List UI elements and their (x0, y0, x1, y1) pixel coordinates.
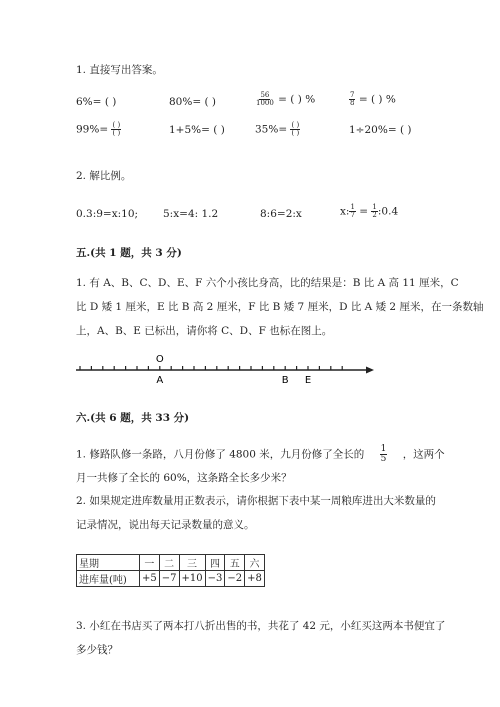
q1-item-6: 1+5%= ( ) (169, 124, 225, 136)
grain-table (76, 554, 265, 587)
q2-title: 2. 解比例。 (76, 170, 132, 182)
q1-item-2: 80%= ( ) (169, 96, 217, 108)
fraction: $\frac{1}{2}$ (372, 203, 377, 219)
fraction: $\frac{1}{5}$ (380, 444, 387, 464)
sec5-line-2: 比 D 矮 1 厘米，E 比 B 高 2 厘米，F 比 B 矮 7 厘米，D 比 A 矮 2 厘米，在一条数轴 (76, 301, 484, 313)
section-5-heading: 五.(共 1 题，共 3 分) (76, 247, 182, 259)
table-day: 五 (225, 555, 245, 571)
number-line (70, 350, 380, 388)
q2-item-4: x: $\frac{1}{7}$ = $\frac{1}{2}$ :0.4 (340, 203, 399, 219)
q1-item-3: $\frac{56}{1000}$ = ( ) % (256, 91, 316, 107)
q1-item-8: 1÷20%= ( ) (349, 124, 412, 136)
q1-item-1: 6%= ( ) (76, 96, 117, 108)
table-day: 六 (245, 555, 265, 571)
q2-item-3: 8:6=2:x (260, 208, 302, 220)
table-header-label: 星期 (77, 555, 140, 571)
sec6-q3-line-1: 3. 小红在书店买了两本打八折出售的书，共花了 42 元，小红买这两本书便宜了 (76, 620, 446, 632)
table-header-row (77, 555, 265, 571)
origin-label: O (155, 354, 164, 365)
sec6-q3-line-2: 多少钱？ (76, 644, 118, 656)
sec6-q2-line-2: 记录情况，说出每天记录数量的意义。 (76, 519, 255, 531)
q2-item-2: 5:x=4: 1.2 (163, 208, 219, 220)
fraction: $\frac{56}{1000}$ (256, 91, 274, 107)
point-label-b: B (281, 375, 289, 386)
table-value: −7 (159, 571, 179, 587)
axis-arrow (366, 367, 374, 374)
table-value: −3 (205, 571, 225, 587)
point-label-a: A (156, 375, 164, 386)
table-value: +8 (245, 571, 265, 587)
q1-item-4: $\frac{7}{8}$ = ( ) % (350, 91, 396, 107)
q2-item-1: 0.3:9=x:10; (76, 208, 139, 220)
fraction: $\frac{1}{7}$ (350, 203, 355, 219)
table-row (77, 571, 265, 587)
fraction: $\frac{( )}{( )}$ (291, 121, 300, 137)
table-value: +10 (179, 571, 205, 587)
q1-item-5: 99%= $\frac{( )}{( )}$ (76, 121, 121, 137)
table-value: +5 (140, 571, 160, 587)
fraction: $\frac{( )}{( )}$ (112, 121, 121, 137)
table-day: 二 (159, 555, 179, 571)
table-day: 四 (205, 555, 225, 571)
sec5-line-3: 上，A、B、E 已标出，请你将 C、D、F 也标在图上。 (76, 325, 333, 337)
sec6-q2-line-1: 2. 如果规定进库数量用正数表示，请你根据下表中某一周粮库进出大米数量的 (76, 495, 436, 507)
table-row-label: 进库量(吨) (77, 571, 140, 587)
table-day: 三 (179, 555, 205, 571)
sec5-line-1: 1. 有 A、B、C、D、E、F 六个小孩比身高，比的结果是：B 比 A 高 11 厘米，C (76, 277, 459, 289)
q1-title: 1. 直接写出答案。 (76, 64, 163, 76)
fraction: $\frac{7}{8}$ (350, 91, 355, 107)
table-value: −2 (225, 571, 245, 587)
table-day: 一 (140, 555, 160, 571)
section-6-heading: 六.(共 6 题，共 33 分) (76, 412, 190, 424)
q1-item-7: 35%= $\frac{( )}{( )}$ (255, 121, 300, 137)
sec6-q1-line-2: 月一共修了全长的 60%，这条路全长多少米？ (76, 472, 292, 484)
point-label-e: E (304, 375, 312, 386)
sec6-q1-line-1: 1. 修路队修一条路，八月份修了 4800 米，九月份修了全长的 $\frac{1}{5}$ ，这两个 (76, 444, 445, 464)
